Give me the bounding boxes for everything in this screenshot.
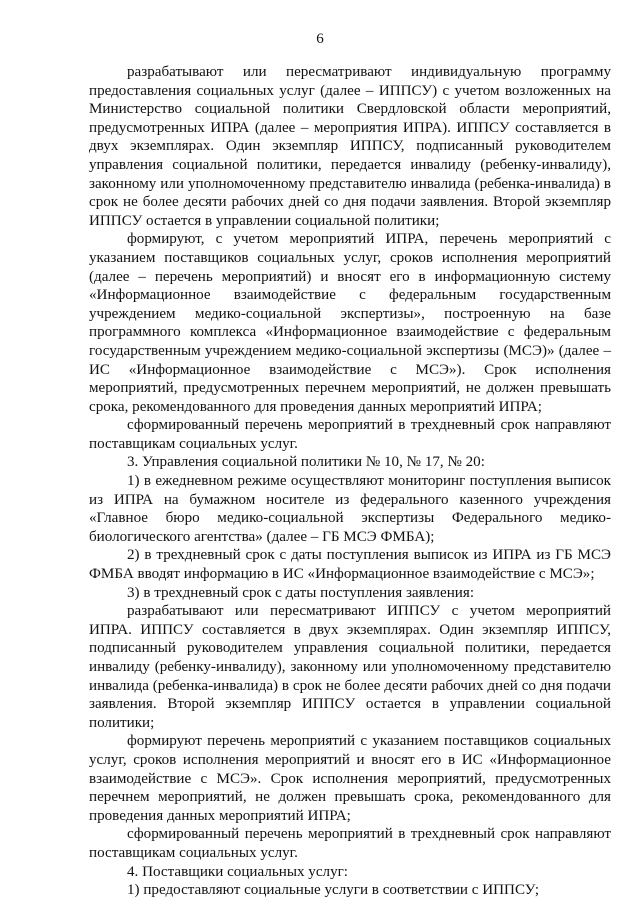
paragraph-item-1-monitoring: 1) в ежедневном режиме осуществляют мониторинг поступления выписок из ИПРА на бумажном носителе из федерального казенного учреждения «Главное бюро медико-социальной экспертизы Федерального медико-биологического агентства» (далее – ГБ МСЭ ФМБА); bbox=[89, 473, 611, 545]
paragraph-item-1-provide-services: 1) предоставляют социальные услуги в соответствии с ИППСУ; bbox=[127, 882, 540, 899]
paragraph-form-measures-list: формируют, с учетом мероприятий ИПРА, перечень мероприятий с указанием поставщиков социальных услуг, сроков исполнения мероприятий (далее – перечень мероприятий) и вносят его в информационную систему «Информационное взаимодействие с федеральным государственным учреждением медико-социальной экспертизы», построенную на базе программного комплекса «Информационное взаимодействие с федеральным государственным учреждением медико-социальной экспертизы (МСЭ)» (далее – ИС «Информационное взаимодействие с МСЭ»). Срок исполнения мероприятий, предусмотренных перечнем мероприятий, не должен превышать срока, рекомендованного для проведения данных мероприятий ИПРА; bbox=[89, 231, 611, 415]
paragraph-item-2-enter-info: 2) в трехдневный срок с даты поступления выписок из ИПРА из ГБ МСЭ ФМБА вводят информацию в ИС «Информационное взаимодействие с МСЭ»; bbox=[89, 547, 611, 583]
paragraph-section-3-heading: 3. Управления социальной политики № 10, № 17, № 20: bbox=[127, 454, 485, 471]
paragraph-item-3-heading: 3) в трехдневный срок с даты поступления заявления: bbox=[127, 584, 475, 601]
page-number: 6 bbox=[316, 31, 324, 47]
paragraph-section-4-heading: 4. Поставщики социальных услуг: bbox=[127, 863, 349, 880]
paragraph-develop-ippsu-2: разрабатывают или пересматривают ИППСУ с учетом мероприятий ИПРА. ИППСУ составляется в двух экземплярах. Один экземпляр ИППСУ, подписанный руководителем управления социальной политики, передается инвалиду (ребенку-инвалиду), законному или уполномоченному представителю инвалида (ребенка-инвалида) в срок не более десяти рабочих дней со дня подачи заявления. Второй экземпляр ИППСУ остается в управлении социальной политики; bbox=[89, 603, 611, 731]
paragraph-develop-ippsu: разрабатывают или пересматривают индивидуальную программу предоставления социальных услуг (далее – ИППСУ) с учетом возложенных на Министерство социальной политики Свердловской области мероприятий, предусмотренных ИПРА (далее – мероприятия ИПРА). ИППСУ составляется в двух экземплярах. Один экземпляр ИППСУ, подписанный руководителем управления социальной политики, передается инвалиду (ребенку-инвалиду), законному или уполномоченному представителю инвалида (ребенка-инвалида) в срок не более десяти рабочих дней со дня подачи заявления. Второй экземпляр ИППСУ остается в управлении социальной политики; bbox=[89, 64, 611, 229]
paragraph-form-measures-list-2: формируют перечень мероприятий с указанием поставщиков социальных услуг, сроков исполнения мероприятий и вносят его в ИС «Информационное взаимодействие с МСЭ». Срок исполнения мероприятий, предусмотренных перечнем мероприятий, не должен превышать срока, рекомендованного для проведения данных мероприятий ИПРА; bbox=[89, 733, 611, 824]
document-body bbox=[89, 63, 611, 900]
paragraph-send-list-to-providers-2: сформированный перечень мероприятий в трехдневный срок направляют поставщикам социальных услуг. bbox=[89, 826, 611, 861]
paragraph-send-list-to-providers: сформированный перечень мероприятий в трехдневный срок направляют поставщикам социальных услуг. bbox=[89, 417, 611, 452]
